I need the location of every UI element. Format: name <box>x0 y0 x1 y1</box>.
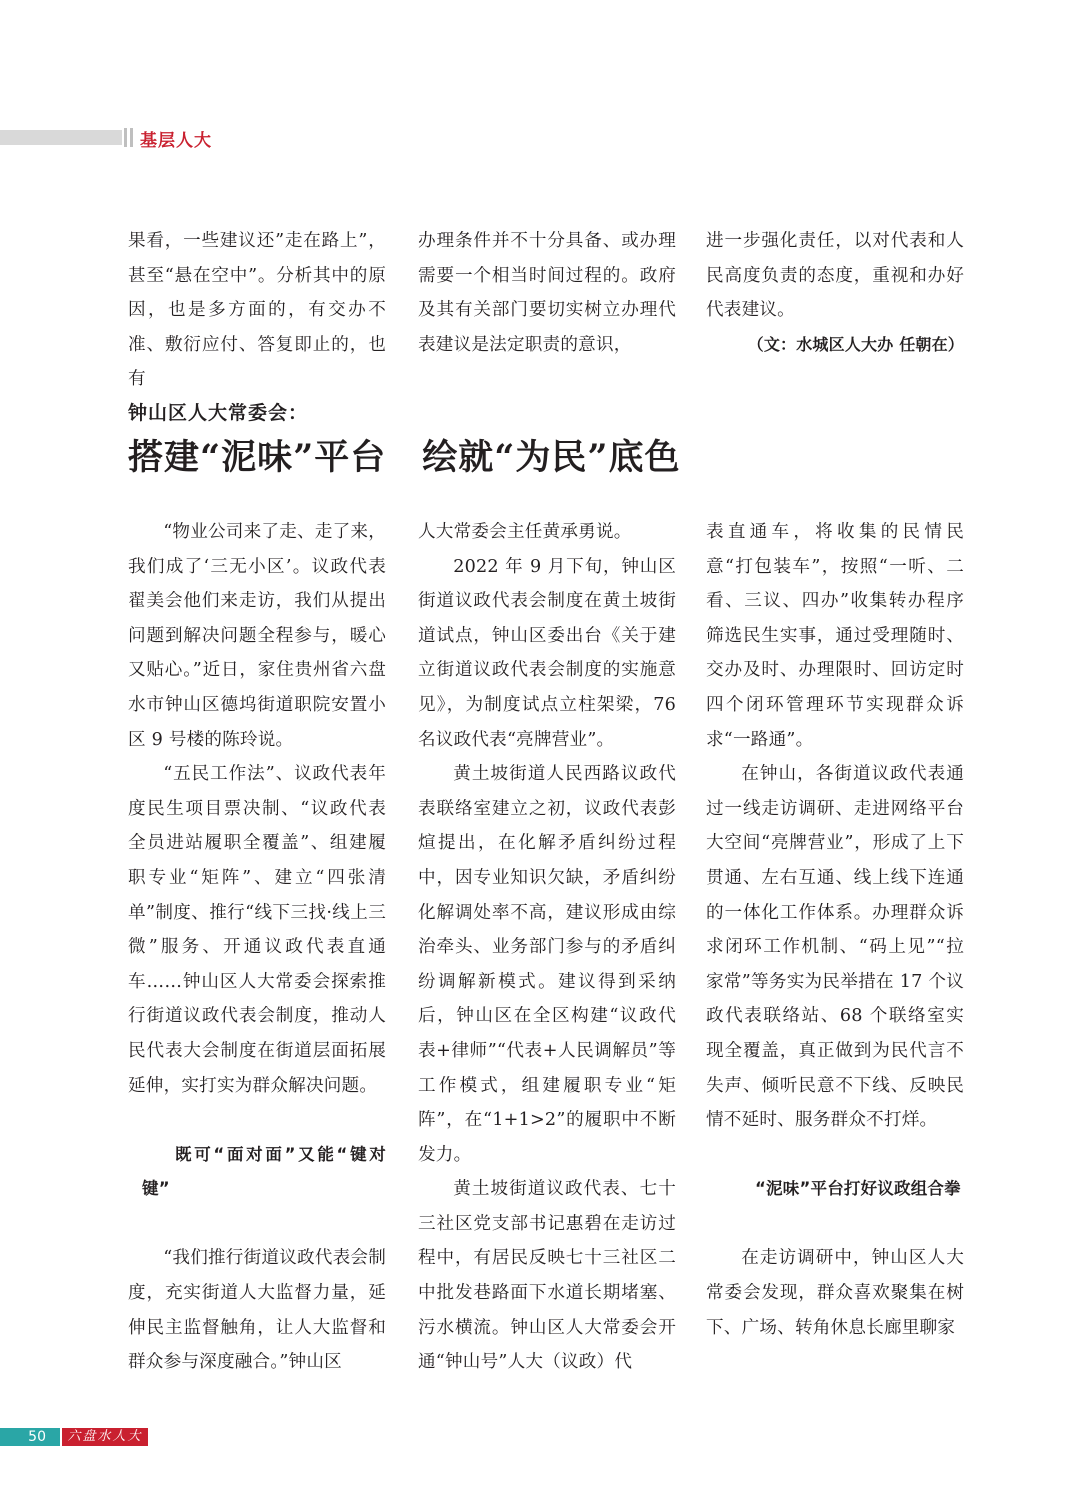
magazine-name: 六盘水人大 <box>62 1428 148 1446</box>
header-divider <box>124 128 127 147</box>
author-credit: （文：水城区人大办 任朝在） <box>747 334 964 354</box>
prev-article-column-2 <box>418 224 676 362</box>
paragraph: 进一步强化责任，以对代表和人民高度负责的态度，重视和办好代表建议。 <box>706 231 964 321</box>
header-divider <box>130 128 133 147</box>
paragraph: 在走访调研中，钟山区人大常委会发现，群众喜欢聚集在树下、广场、转角休息长廊里聊家 <box>706 1248 964 1338</box>
paragraph: 黄土坡街道人民西路议政代表联络室建立之初，议政代表彭煊提出，在化解矛盾纠纷过程中，因专业知识欠缺，矛盾纠纷化解调处率不高，建议形成由综治牵头、业务部门参与的矛盾纠纷调解新模式。建议得到采纳后，钟山区在全区构建“议政代表+律师”“代表+人民调解员”等工作模式，组建履职专业“矩阵”，在“1+1>2”的履职中不断发力。 <box>418 764 676 1165</box>
prev-article-column-1 <box>128 224 386 397</box>
paragraph: 办理条件并不十分具备、或办理需要一个相当时间过程的。政府及其有关部门要切实树立办理代表建议是法定职责的意识， <box>418 231 676 355</box>
subheading: 既可“面对面”又能“键对键” <box>142 1144 386 1199</box>
paragraph: “物业公司来了走、走了来，我们成了‘三无小区’。议政代表翟美会他们来走访，我们从提出问题到解决问题全程参与，暖心又贴心。”近日，家住贵州省六盘水市钟山区德坞街道职院安置小区 9 号楼的陈玲说。 <box>128 522 386 750</box>
paragraph: 果看，一些建议还”走在路上”，甚至“悬在空中”。分析其中的原因，也是多方面的，有交办不准、敷衍应付、答复即止的，也有 <box>128 231 386 390</box>
paragraph: 表直通车，将收集的民情民意“打包装车”，按照“一听、二看、三议、四办”收集转办程序筛选民生实事，通过受理随时、交办及时、办理限时、回访定时四个闭环管理环节实现群众诉求“一路通”。 <box>706 522 964 750</box>
paragraph: 黄土坡街道议政代表、七十三社区党支部书记惠碧在走访过程中，有居民反映七十三社区二中批发巷路面下水道长期堵塞、污水横流。钟山区人大常委会开通“钟山号”人大（议政）代 <box>418 1179 676 1373</box>
subheading: “泥味”平台打好议政组合拳 <box>755 1179 961 1199</box>
paragraph: “五民工作法”、议政代表年度民生项目票决制、“议政代表全员进站履职全覆盖”、组建履职专业“矩阵”、建立“四张清单”制度、推行“线下三找·线上三微”服务、开通议政代表直通车……钟山区人大常委会探索推行街道议政代表会制度，推动人民代表大会制度在街道层面拓展延伸，实打实为群众解决问题。 <box>128 764 386 1096</box>
section-title: 基层人大 <box>140 131 212 151</box>
prev-article-column-3 <box>706 224 964 362</box>
article-column-3 <box>706 515 964 1345</box>
paragraph: 2022 年 9 月下旬，钟山区街道议政代表会制度在黄土坡街道试点，钟山区委出台《关于建立街道议政代表会制度的实施意见》，为制度试点立柱架梁，76 名议政代表“亮牌营业”。 <box>418 556 676 750</box>
header-bar <box>0 130 122 145</box>
paragraph: 人大常委会主任黄承勇说。 <box>418 522 632 542</box>
paragraph: 在钟山，各街道议政代表通过一线走访调研、走进网络平台大空间“亮牌营业”，形成了上下贯通、左右互通、线上线下连通的一体化工作体系。办理群众诉求闭环工作机制、“码上见”“拉家常”等务实为民举措在 17 个议政代表联络站、68 个联络室实现全覆盖，真正做到为民代言不失声、倾听民意不下线、反映民情不延时、服务群众不打烊。 <box>706 764 964 1131</box>
article-pre-title: 钟山区人大常委会： <box>128 402 309 424</box>
page-number: 50 <box>0 1428 60 1446</box>
article-column-2 <box>418 515 676 1380</box>
article-title: 搭建“泥味”平台 绘就“为民”底色 <box>128 437 681 478</box>
article-column-1 <box>128 515 386 1380</box>
paragraph: “我们推行街道议政代表会制度，充实街道人大监督力量，延伸民主监督触角，让人大监督和群众参与深度融合。”钟山区 <box>128 1248 386 1373</box>
